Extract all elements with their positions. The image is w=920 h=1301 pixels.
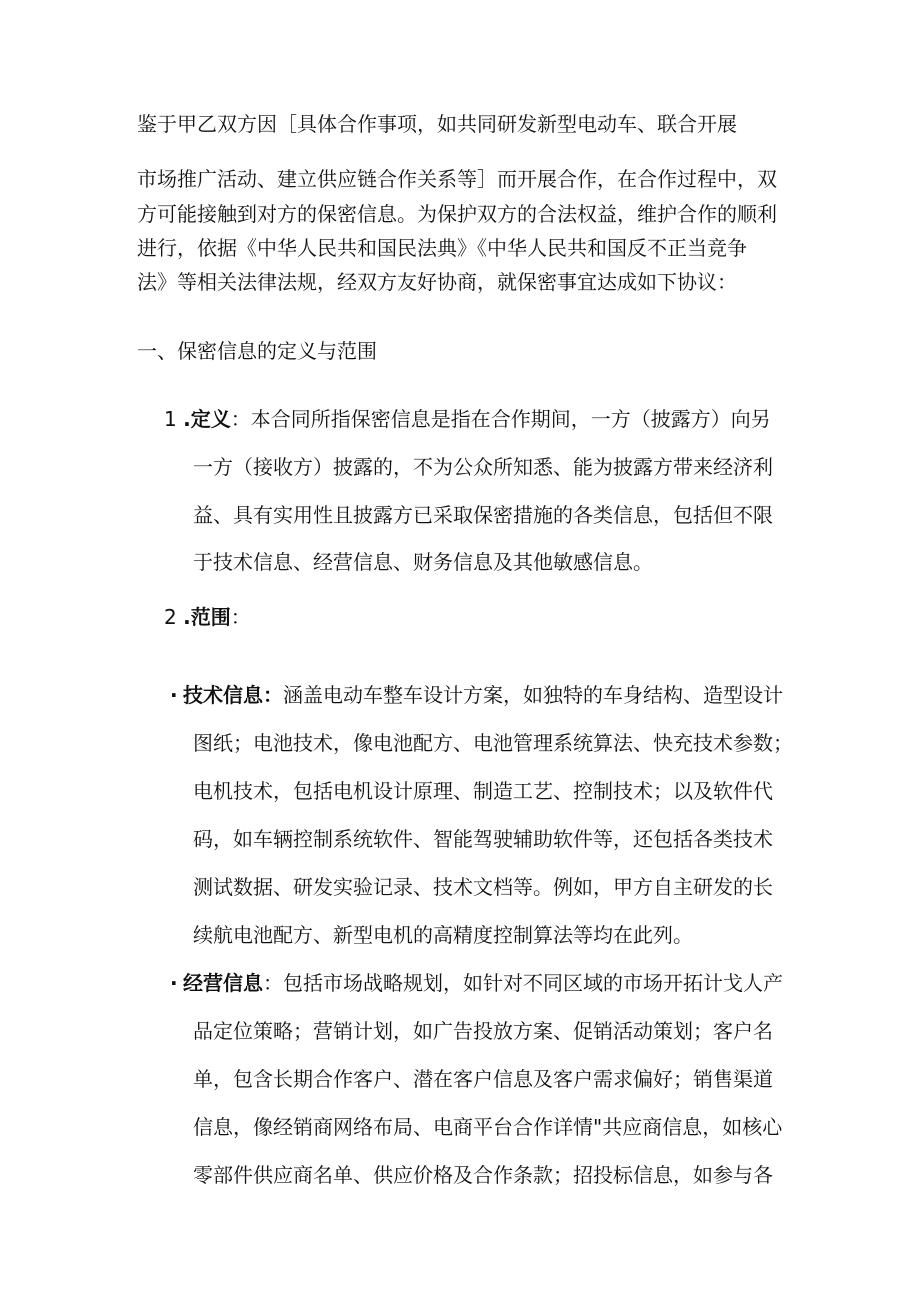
tech-line-2: 图纸；电池技术，像电池配方、电池管理系统算法、快充技术参数； (193, 731, 793, 755)
tech-line-4: 码，如车辆控制系统软件、智能驾驶辅助软件等，还包括各类技术 (193, 827, 773, 851)
item-1-line-3: 益、具有实用性且披露方已采取保密措施的各类信息，包括但不限 (193, 503, 773, 527)
tech-first-text: 涵盖电动车整车设计方案，如独特的车身结构、造型设计 (283, 683, 783, 707)
item-2-label: .范围 (183, 605, 231, 629)
biz-line-2: 品定位策略；营销计划，如广告投放方案、促销活动策划；客户名 (193, 1019, 773, 1043)
biz-line-3: 单，包含长期合作客户、潜在客户信息及客户需求偏好；销售渠道 (193, 1067, 773, 1091)
item-1-first-text: ：本合同所指保密信息是指在合作期间，一方（披露方）向另 (230, 407, 771, 431)
biz-bullet: · (170, 971, 178, 995)
item-2-number: 2 (164, 605, 177, 629)
intro-line-1: 鉴于甲乙双方因［具体合作事项，如共同研发新型电动车、联合开展 (137, 112, 737, 136)
tech-first-line (183, 681, 783, 709)
biz-first-line (183, 969, 783, 997)
item-1-first-line (164, 405, 771, 433)
item-1-line-4: 于技术信息、经营信息、财务信息及其他敏感信息。 (193, 550, 653, 574)
intro-line-5: 法》等相关法律法规，经双方友好协商，就保密事宜达成如下协议： (137, 270, 737, 294)
section-heading: 一、保密信息的定义与范围 (137, 339, 377, 363)
tech-bullet: · (170, 683, 178, 707)
biz-first-text: ：包括市场战略规划，如针对不同区域的市场开拓计戈人产 (263, 971, 783, 995)
tech-label: 技术信息： (183, 683, 283, 707)
item-1-line-2: 一方（接收方）披露的，不为公众所知悉、能为披露方带来经济利 (193, 455, 773, 479)
item-2-line (164, 603, 251, 631)
item-2-text: ： (230, 605, 251, 629)
biz-label: 经营信息 (183, 971, 263, 995)
item-1-number: 1 (164, 407, 177, 431)
tech-line-3: 电机技术，包括电机设计原理、制造工艺、控制技术；以及软件代 (193, 779, 773, 803)
biz-line-5: 零部件供应商名单、供应价格及合作条款；招投标信息，如参与各 (193, 1163, 773, 1187)
tech-line-6: 续航电池配方、新型电机的高精度控制算法等均在此列。 (193, 923, 693, 947)
intro-line-4: 进行，依据《中华人民共和国民法典》《中华人民共和国反不正当竞争 (137, 236, 747, 260)
biz-line-4: 信息，像经销商网络布局、电商平台合作详情"共应商信息，如核心 (193, 1115, 783, 1139)
item-1-label: .定义 (183, 407, 231, 431)
intro-line-2: 市场推广活动、建立供应链合作关系等］而开展合作，在合作过程中，双 (137, 167, 777, 191)
tech-line-5: 测试数据、研发实验记录、技术文档等。例如，甲方自主研发的长 (193, 875, 773, 899)
intro-line-3: 方可能接触到对方的保密信息。为保护双方的合法权益，维护合作的顺利 (137, 202, 777, 226)
